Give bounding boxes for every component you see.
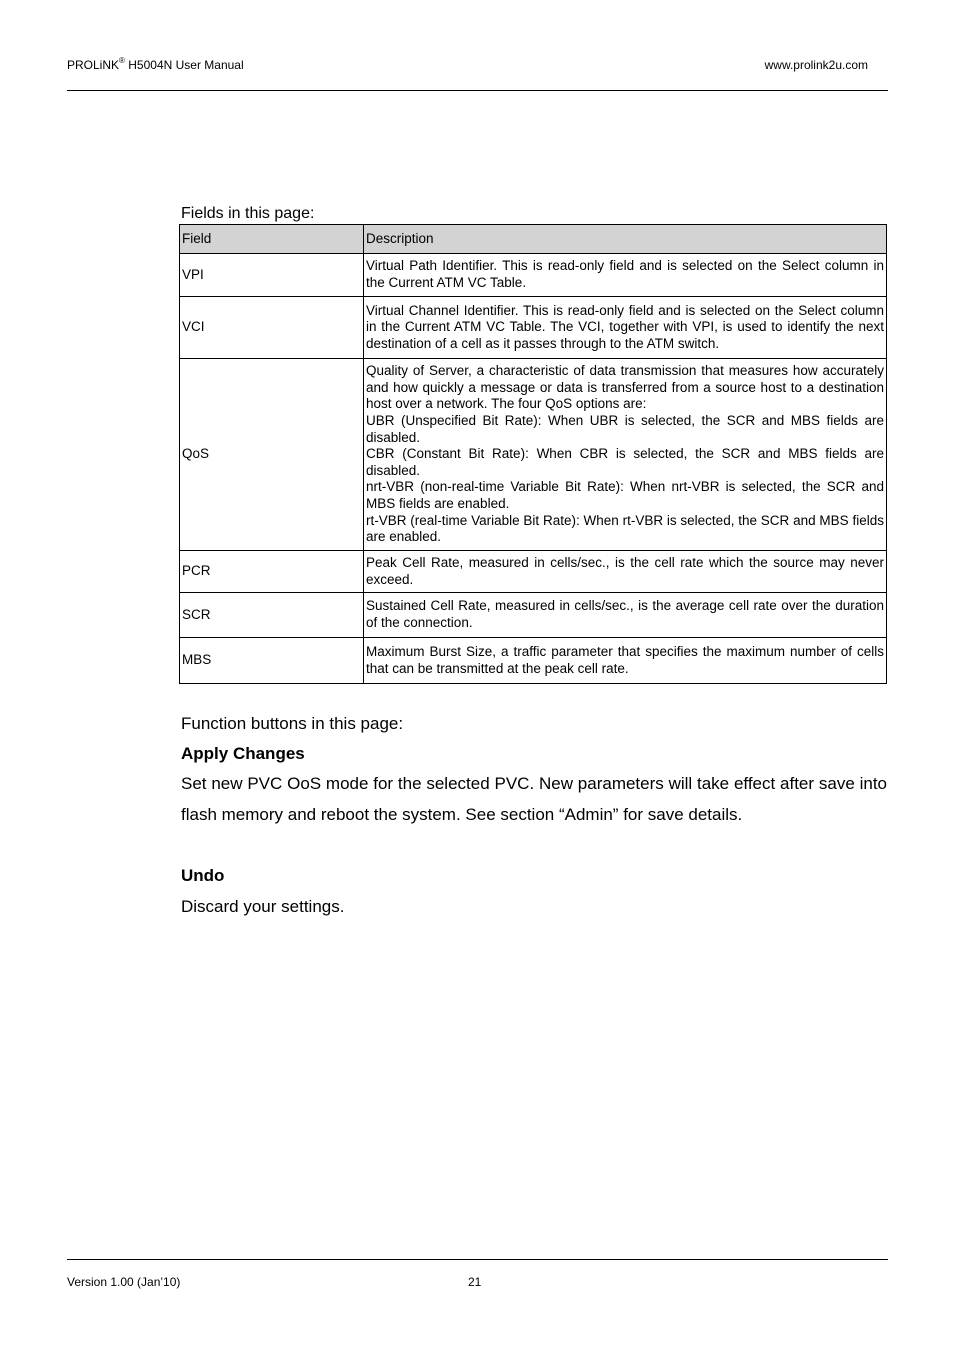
description-paragraph: UBR (Unspecified Bit Rate): When UBR is selected, the SCR and MBS fields are disabled. (366, 413, 884, 445)
table-row (180, 359, 887, 551)
description-paragraph: Virtual Channel Identifier. This is read-only field and is selected on the Select column in the Current ATM VC Table. The VCI, together with VPI, is used to identify the next destination of a cell as it passes through to the ATM switch. (366, 302, 884, 351)
page-number: 21 (468, 1275, 482, 1289)
field-name: MBS (180, 638, 364, 684)
field-name: VPI (180, 254, 364, 297)
undo-description: Discard your settings. (181, 897, 345, 916)
version-label: Version 1.00 (Jan’10) (67, 1275, 181, 1289)
footer-divider (67, 1259, 888, 1260)
manual-title: PROLiNK® H5004N User Manual (67, 56, 244, 72)
function-buttons-intro: Function buttons in this page: (181, 714, 404, 733)
apply-changes-description: Set new PVC OoS mode for the selected PVC. New parameters will take effect after save into flash memory and reboot the system. See section “Admin” for save details. (181, 774, 887, 824)
table-row (180, 297, 887, 359)
fields-intro: Fields in this page: (181, 205, 315, 222)
table-row (180, 551, 887, 593)
field-description (364, 359, 887, 551)
header-divider (67, 90, 888, 91)
description-paragraph: Maximum Burst Size, a traffic parameter that specifies the maximum number of cells that can be transmitted at the peak cell rate. (366, 643, 884, 676)
field-name: SCR (180, 593, 364, 638)
description-paragraph: CBR (Constant Bit Rate): When CBR is selected, the SCR and MBS fields are disabled. (366, 446, 884, 478)
column-header-description: Description (364, 225, 887, 254)
description-paragraph: Peak Cell Rate, measured in cells/sec., is the cell rate which the source may never exceed. (366, 554, 884, 587)
table-header-row (180, 225, 887, 254)
field-description (364, 593, 887, 638)
description-paragraph: rt-VBR (real-time Variable Bit Rate): When rt-VBR is selected, the SCR and MBS fields are enabled. (366, 512, 884, 545)
table-row (180, 638, 887, 684)
description-paragraph: Sustained Cell Rate, measured in cells/sec., is the average cell rate over the duration of the connection. (366, 598, 884, 630)
field-description (364, 551, 887, 593)
fields-table (179, 224, 887, 684)
apply-changes-heading: Apply Changes (181, 744, 305, 763)
description-paragraph: nrt-VBR (non-real-time Variable Bit Rate): When nrt-VBR is selected, the SCR and MBS fields are enabled. (366, 479, 884, 511)
column-header-field: Field (180, 225, 364, 254)
field-description (364, 254, 887, 297)
page-header (67, 58, 888, 78)
description-paragraph: Quality of Server, a characteristic of data transmission that measures how accurately and how quickly a message or data is transferred from a source host to a destination host over a network. The four QoS options are: (366, 363, 884, 412)
field-name: PCR (180, 551, 364, 593)
table-row (180, 254, 887, 297)
field-name: QoS (180, 359, 364, 551)
table-row (180, 593, 887, 638)
field-description (364, 638, 887, 684)
undo-heading: Undo (181, 866, 225, 885)
header-url: www.prolink2u.com (764, 58, 868, 72)
description-paragraph: Virtual Path Identifier. This is read-only field and is selected on the Select column in the Current ATM VC Table. (366, 258, 884, 290)
field-name: VCI (180, 297, 364, 359)
field-description (364, 297, 887, 359)
